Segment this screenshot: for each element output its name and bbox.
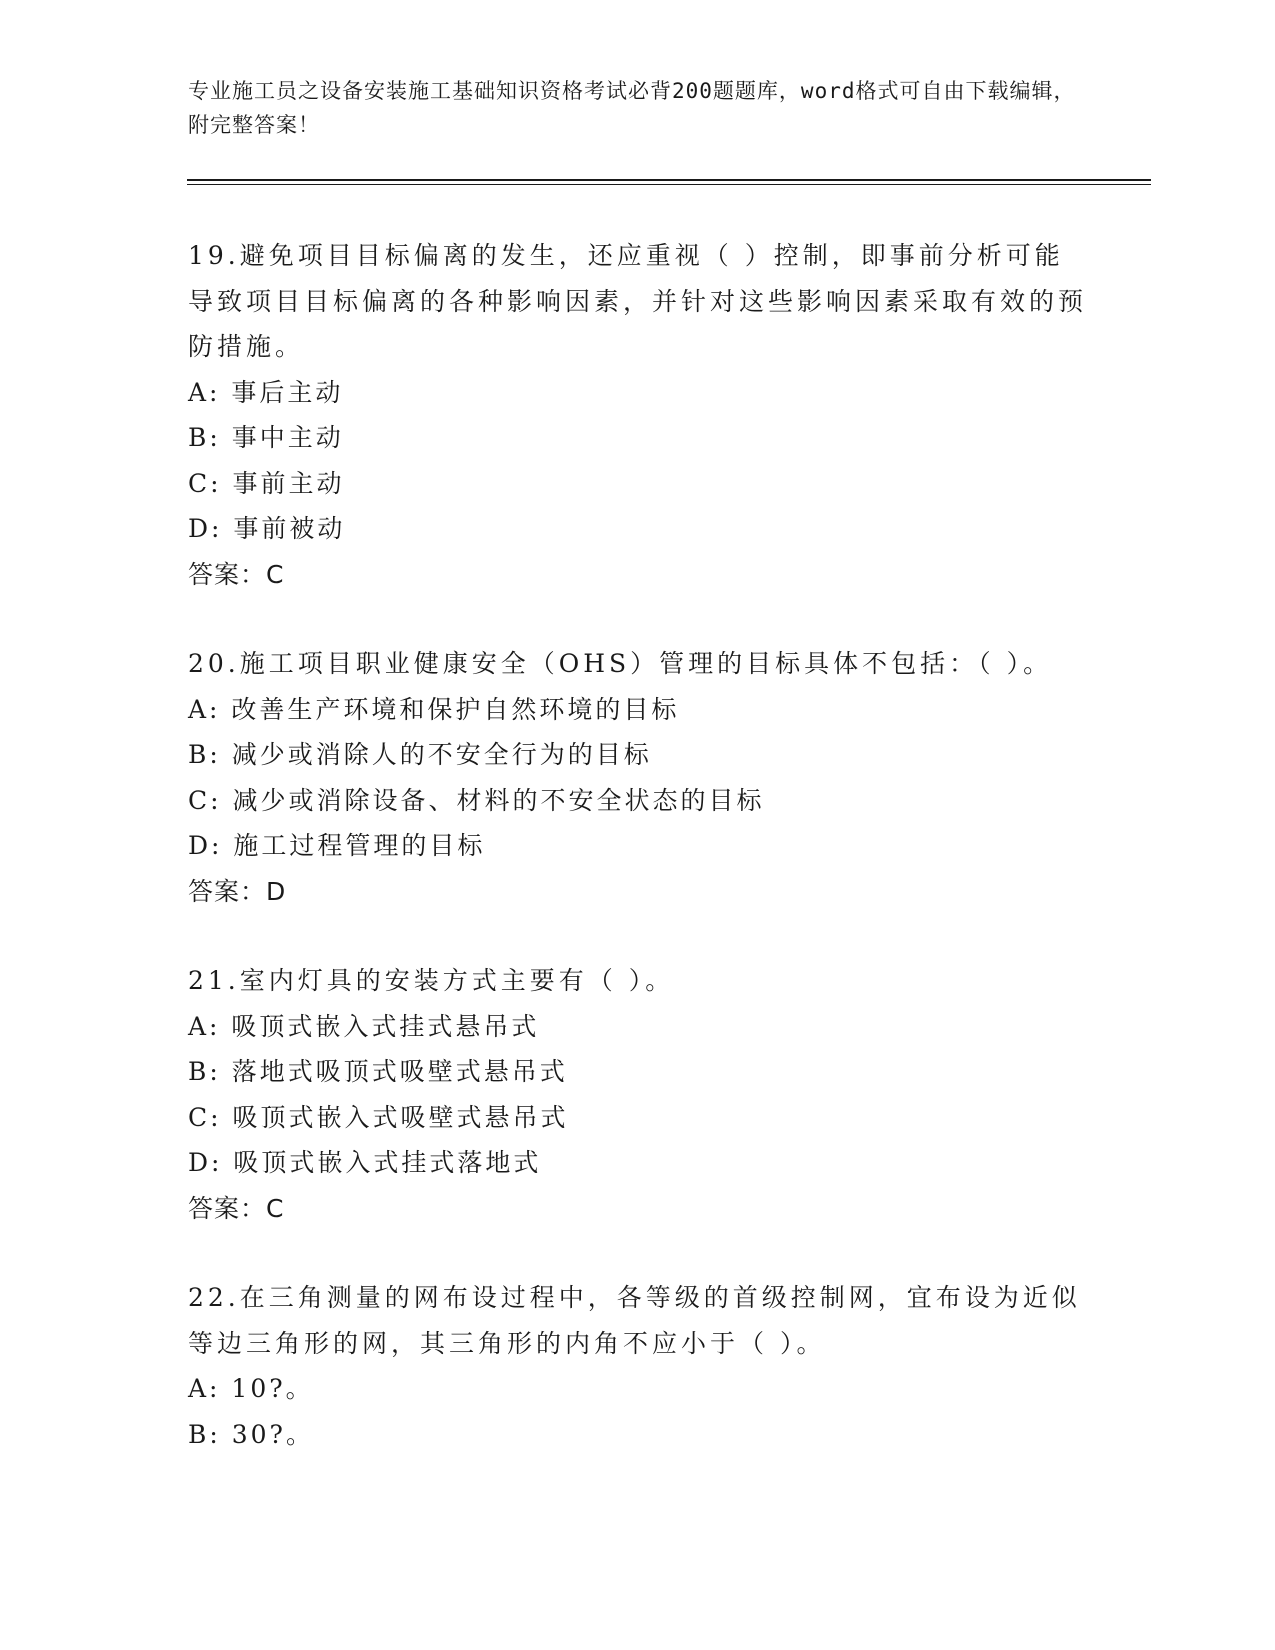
answer: 答案：D	[188, 876, 287, 906]
option-b: B: 事中主动	[188, 423, 344, 452]
option-c: C: 吸顶式嵌入式吸壁式悬吊式	[188, 1102, 569, 1132]
option-c: C: 减少或消除设备、材料的不安全状态的目标	[188, 785, 765, 815]
question-20	[188, 641, 1088, 914]
option-a: A: 10?。	[188, 1374, 314, 1403]
option-a: A: 吸顶式嵌入式挂式悬吊式	[188, 1011, 540, 1041]
header-divider-thin	[187, 184, 1151, 185]
option-b: B: 30?。	[188, 1419, 314, 1449]
option-a: A: 改善生产环境和保护自然环境的目标	[188, 694, 680, 724]
answer: 答案：C	[188, 559, 285, 589]
option-b: B: 落地式吸顶式吸壁式悬吊式	[188, 1057, 568, 1086]
question-list	[188, 233, 1088, 1501]
option-d: D: 吸顶式嵌入式挂式落地式	[188, 1148, 542, 1177]
option-c: C: 事前主动	[188, 468, 345, 498]
answer: 答案：C	[188, 1193, 285, 1223]
option-b: B: 减少或消除人的不安全行为的目标	[188, 740, 652, 769]
question-22	[188, 1275, 1088, 1457]
question-stem: 21.室内灯具的安装方式主要有（ ）。	[188, 966, 675, 995]
document-header-title: 专业施工员之设备安装施工基础知识资格考试必背200题题库，word格式可自由下载编辑，附完整答案！	[188, 79, 1076, 137]
option-d: D: 事前被动	[188, 514, 346, 543]
question-stem: 22.在三角测量的网布设过程中，各等级的首级控制网，宜布设为近似等边三角形的网，其三角形的内角不应小于（ ）。	[188, 1283, 1081, 1358]
option-a: A: 事后主动	[188, 377, 344, 407]
question-stem: 20.施工项目职业健康安全（OHS）管理的目标具体不包括：（ ）。	[188, 649, 1053, 678]
question-19	[188, 233, 1088, 597]
question-21	[188, 958, 1088, 1231]
question-stem: 19.避免项目目标偏离的发生，还应重视（ ）控制，即事前分析可能导致项目目标偏离的各种影响因素，并针对这些影响因素采取有效的预防措施。	[188, 241, 1088, 361]
option-d: D: 施工过程管理的目标	[188, 831, 486, 860]
header-divider-thick	[187, 179, 1151, 181]
